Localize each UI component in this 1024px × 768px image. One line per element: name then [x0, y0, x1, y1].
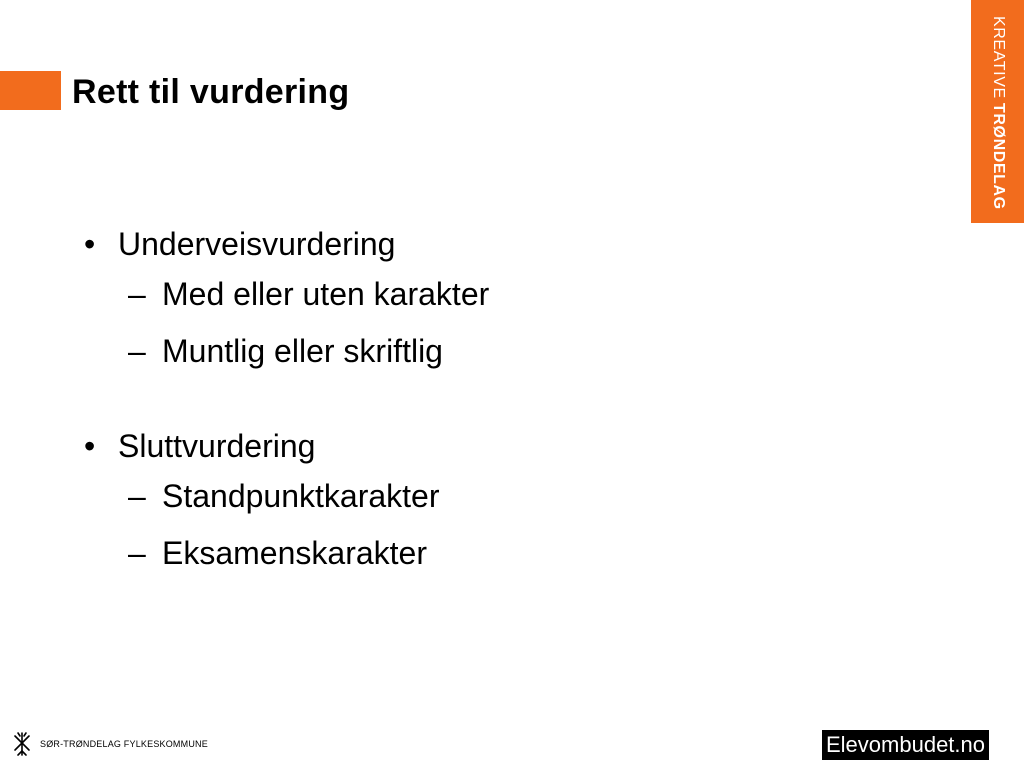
sub-bullet-text: Standpunktkarakter	[162, 478, 440, 514]
sub-bullet-dash: –	[128, 276, 146, 312]
sub-bullet-item	[84, 468, 784, 525]
sub-bullet-dash: –	[128, 478, 146, 514]
bullet-text: Sluttvurdering	[118, 428, 316, 464]
slide-content	[84, 222, 784, 582]
bullet-mark: •	[84, 428, 96, 464]
bullet-mark: •	[84, 226, 96, 262]
sub-bullet-text: Med eller uten karakter	[162, 276, 490, 312]
sub-bullet-item	[84, 266, 784, 323]
brand-logo-text	[978, 16, 1018, 216]
county-logo	[12, 730, 208, 758]
bullet-group	[84, 424, 784, 582]
sub-bullet-item	[84, 525, 784, 582]
bullet-text: Underveisvurdering	[118, 226, 396, 262]
sub-bullet-item	[84, 323, 784, 380]
county-name: SØR-TRØNDELAG FYLKESKOMMUNE	[40, 739, 208, 749]
brand-line-1: KREATIVE	[990, 16, 1007, 99]
bullet-item	[84, 424, 784, 468]
sub-bullet-text: Eksamenskarakter	[162, 535, 427, 571]
county-emblem-icon	[12, 731, 32, 757]
site-label: Elevombudet.no	[822, 730, 989, 760]
bullet-group	[84, 222, 784, 380]
bullet-item	[84, 222, 784, 266]
title-accent-block	[0, 71, 61, 110]
brand-line-2: TRØNDELAG	[990, 102, 1007, 210]
sub-bullet-dash: –	[128, 535, 146, 571]
sub-bullet-text: Muntlig eller skriftlig	[162, 333, 443, 369]
slide-title: Rett til vurdering	[72, 73, 350, 111]
sub-bullet-dash: –	[128, 333, 146, 369]
